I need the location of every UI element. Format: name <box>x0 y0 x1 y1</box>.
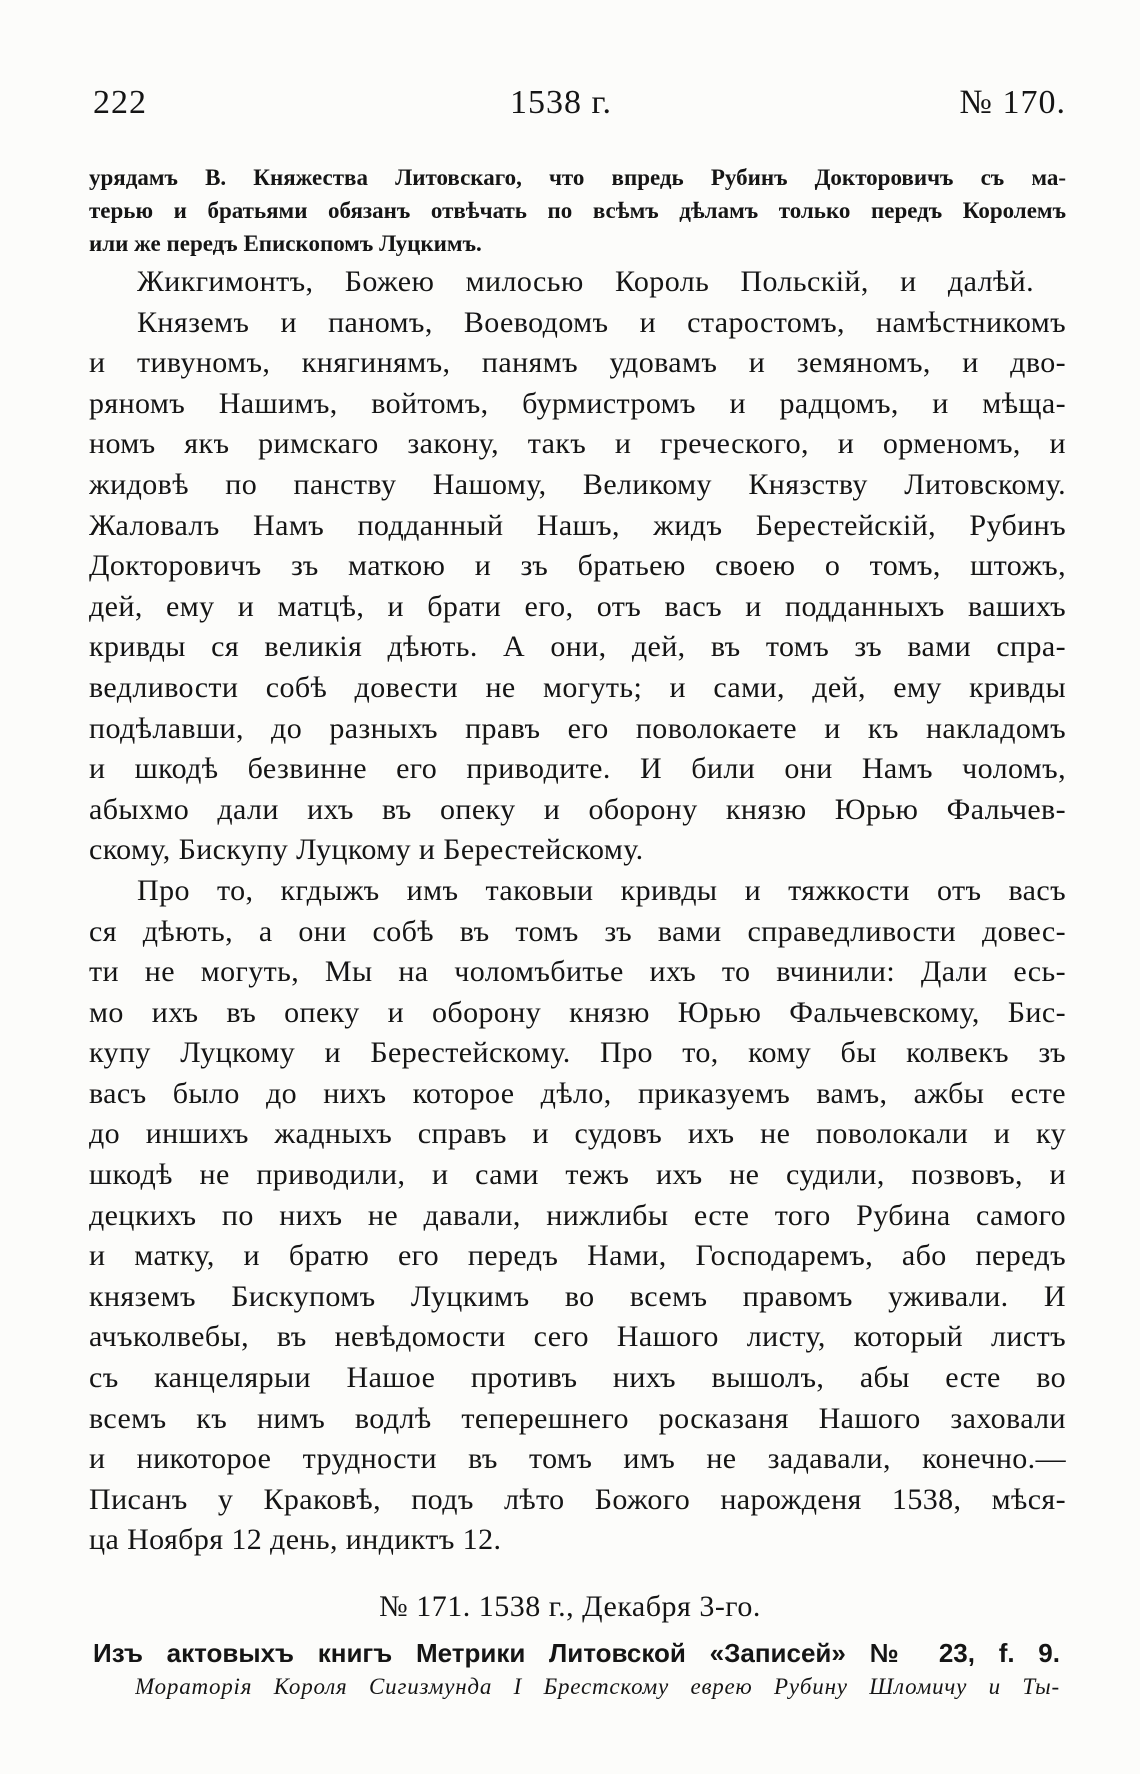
text-line: мо ихъ въ опеку и оборону князю Юрью Фальчевскому, Бис- <box>89 995 1066 1029</box>
text-line: ца Ноября 12 день, индиктъ 12. <box>89 1523 502 1557</box>
text-line: и тивуномъ, княгинямъ, панямъ удовамъ и земяномъ, и дво- <box>89 346 1066 380</box>
text-line: жидовѣ по панству Нашому, Великому Князству Литовскому. <box>89 467 1066 501</box>
document-body <box>89 262 1066 1561</box>
running-year: 1538 г. <box>509 84 613 121</box>
paragraph-complaint <box>89 303 1066 871</box>
text-line: абыхмо дали ихъ въ опеку и оборону князю Юрью Фальчев- <box>89 792 1066 826</box>
text-line: всемъ къ нимъ водлѣ теперешнего росказаня Нашого заховали <box>89 1401 1066 1435</box>
text-line: шкодѣ не приводили, и сами тежъ ихъ не судили, позвовъ, и <box>89 1158 1066 1192</box>
text-line: княземъ Бискупомъ Луцкимъ во всемъ правомъ уживали. И <box>89 1279 1066 1313</box>
paragraph-decree <box>89 871 1066 1561</box>
text-line: Докторовичъ зъ маткою и зъ братьею своею о томъ, штожъ, <box>89 549 1066 583</box>
text-line: скому, Бискупу Луцкому и Берестейскому. <box>89 833 644 867</box>
text-line: дей, ему и матцѣ, и брати его, отъ васъ и подданныхъ вашихъ <box>89 589 1066 623</box>
text-line: купу Луцкому и Берестейскому. Про то, кому бы колвекъ зъ <box>89 1036 1066 1070</box>
text-line: Жикгимонтъ, Божею милосью Король Польскій, и далѣй. <box>137 265 1034 298</box>
next-document-summary: Мораторія Короля Сигизмунда I Брестскому еврею Рубину Шломичу и Ты- <box>135 1674 1060 1699</box>
text-line: ся дѣють, а они собѣ въ томъ зъ вами справедливости довес- <box>89 914 1066 948</box>
summary-line: урядамъ В. Княжества Литовскаго, что впредь Рубинъ Докторовичъ съ ма- <box>89 165 1066 190</box>
text-line: ачъколвебы, въ невѣдомости сего Нашого листу, который листъ <box>89 1320 1066 1354</box>
text-line: кривды ся великія дѣють. А они, дей, въ томъ зъ вами спра- <box>89 630 1066 664</box>
document-summary <box>89 161 1066 260</box>
page-number: 222 <box>93 84 147 121</box>
paragraph-salutation <box>89 262 1066 303</box>
summary-line: терью и братьями обязанъ отвѣчать по всѣмъ дѣламъ только передъ Королемъ <box>89 198 1066 223</box>
document-number: № 170. <box>959 84 1066 121</box>
text-line: ряномъ Нашимъ, войтомъ, бурмистромъ и радцомъ, и мѣща- <box>89 386 1066 420</box>
text-line: децкихъ по нихъ не давали, нижлибы есте того Рубина самого <box>89 1198 1066 1232</box>
text-line: Про то, кгдыжъ имъ таковыи кривды и тяжкости отъ васъ <box>137 873 1066 907</box>
text-line: и никоторое трудности въ томъ имъ не задавали, конечно.— <box>89 1442 1066 1476</box>
text-line: и шкодѣ безвинне его приводите. И били они Намъ чоломъ, <box>89 752 1066 786</box>
text-line: номъ якъ римскаго закону, такъ и греческого, и орменомъ, и <box>89 427 1066 461</box>
page-header <box>89 81 1066 125</box>
text-line: Жаловалъ Намъ подданный Нашъ, жидъ Берестейскій, Рубинъ <box>89 508 1066 542</box>
text-line: Писанъ у Краковѣ, подъ лѣто Божого нарожденя 1538, мѣся- <box>89 1482 1066 1516</box>
text-line: Княземъ и паномъ, Воеводомъ и старостомъ, намѣстникомъ <box>137 305 1066 339</box>
text-line: подѣлавши, до разныхъ правъ его поволокаете и къ накладомъ <box>89 711 1066 745</box>
source-reference: Изъ актовыхъ книгъ Метрики Литовской «Записей» № 23, f. 9. <box>93 1638 1060 1668</box>
text-line: ведливости собѣ довести не могуть; и сами, дей, ему кривды <box>89 670 1066 704</box>
text-line: до иншихъ жадныхъ справъ и судовъ ихъ не поволокали и ку <box>89 1117 1066 1151</box>
text-line: васъ было до нихъ которое дѣло, приказуемъ вамъ, ажбы есте <box>89 1076 1066 1110</box>
text-line: ти не могуть, Мы на чоломъбитье ихъ то вчинили: Дали есь- <box>89 955 1066 989</box>
summary-line: или же передъ Епископомъ Луцкимъ. <box>89 231 482 256</box>
next-document-heading: № 171. 1538 г., Декабря 3-го. <box>379 1590 761 1623</box>
text-line: и матку, и братю его передъ Нами, Господаремъ, або передъ <box>89 1239 1066 1273</box>
text-line: съ канцелярыи Нашое противъ нихъ вышолъ, абы есте во <box>89 1361 1066 1395</box>
